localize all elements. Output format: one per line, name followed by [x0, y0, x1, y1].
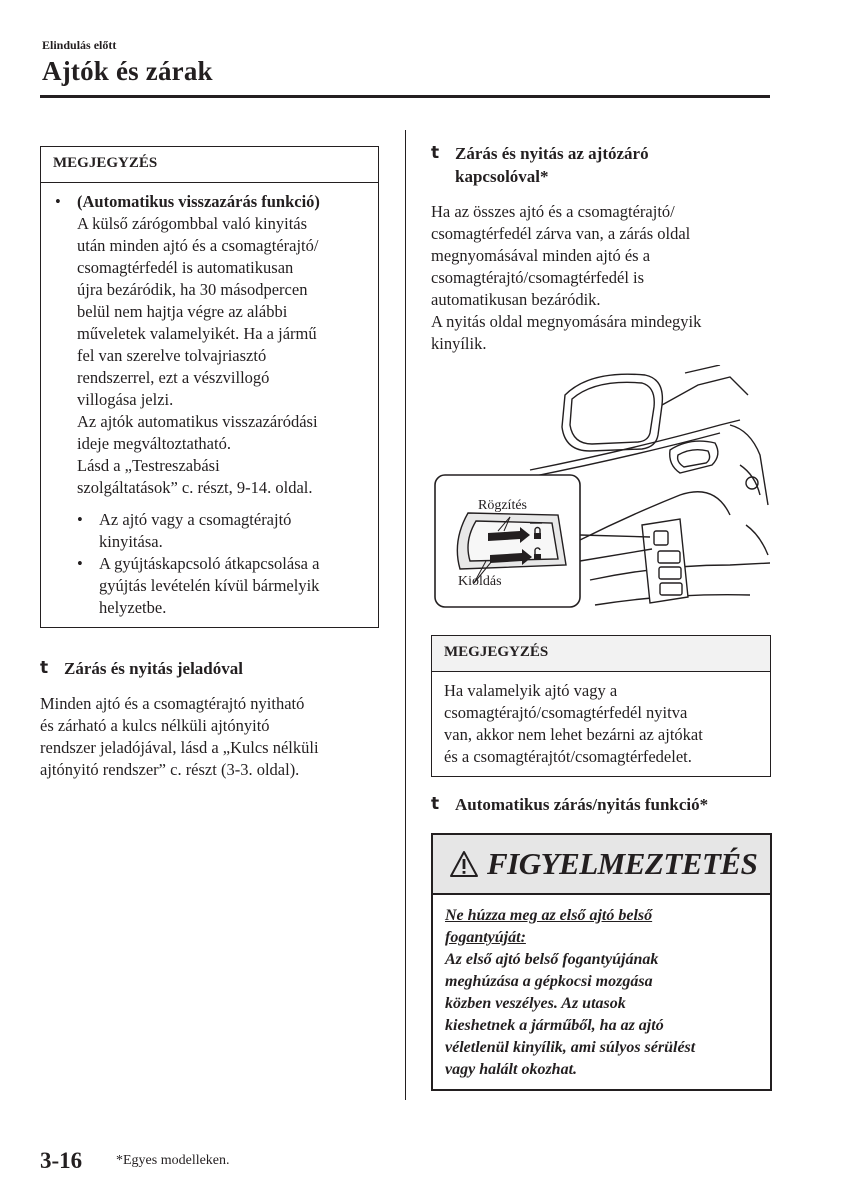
text-line: A külső zárógombbal való kinyitás: [77, 214, 308, 233]
section-heading-auto-lock: [431, 793, 708, 816]
text-line: kieshetnek a járműből, ha az ajtó: [445, 1017, 664, 1034]
text-line: csomagtérajtó/csomagtérfedél nyitva: [444, 703, 688, 722]
door-lock-switch-illustration: [430, 365, 770, 620]
bullet-dot-icon: •: [55, 192, 61, 211]
note-heading: MEGJEGYZÉS: [41, 147, 378, 183]
column-divider: [405, 130, 406, 1100]
text-line: Lásd a „Testreszabási: [77, 456, 220, 475]
paragraph-transmitter: [40, 693, 390, 781]
bullet-dot-icon: •: [77, 554, 83, 573]
text-line: rendszerrel, ezt a vészvillogó: [77, 368, 270, 387]
warning-header: [433, 835, 770, 895]
text-line: Az ajtók automatikus visszazáródási: [77, 412, 318, 431]
text-line: belül nem hajtja végre az alábbi: [77, 302, 288, 321]
text-line: csomagtérfedél is automatikusan: [77, 258, 294, 277]
bullet-item: [53, 191, 366, 509]
text-line: véletlenül kinyílik, ami súlyos sérülést: [445, 1039, 696, 1056]
text-line: ajtónyitó rendszer” c. részt (3-3. oldal).: [40, 760, 300, 779]
text-line: műveletek valamelyikét. Ha a jármű: [77, 324, 317, 343]
text-line: gyújtás levételén kívül bármelyik: [99, 576, 320, 595]
text-line: A nyitás oldal megnyomására mindegyik: [431, 312, 702, 331]
paragraph-door-switch: [431, 201, 771, 355]
heading-text: Zárás és nyitás az ajtózáró: [455, 144, 649, 163]
text-line: rendszer jeladójával, lásd a „Kulcs nélküli: [40, 738, 319, 757]
sub-bullet-item: [53, 553, 366, 619]
section-heading-door-switch: [431, 142, 649, 188]
page-number: 3-16: [40, 1148, 83, 1173]
warning-body: [433, 895, 770, 1091]
sub-bullet-item: [53, 509, 366, 553]
text-line: Ha az összes ajtó és a csomagtérajtó/: [431, 202, 675, 221]
warning-lead: Ne húzza meg az első ajtó belső: [445, 907, 653, 924]
section-marker-icon: t: [40, 658, 49, 678]
text-line: vagy halált okozhat.: [445, 1061, 578, 1078]
text-line: villogása jelzi.: [77, 390, 174, 409]
text-line: Ha valamelyik ajtó vagy a: [444, 681, 618, 700]
text-line: csomagtérfedél zárva van, a zárás oldal: [431, 224, 691, 243]
note-body: [41, 183, 378, 627]
text-line: szolgáltatások” c. részt, 9-14. oldal.: [77, 478, 313, 497]
note-body: [432, 672, 770, 776]
section-marker-icon: t: [431, 794, 440, 814]
heading-text: kapcsolóval*: [455, 167, 549, 186]
note-heading: MEGJEGYZÉS: [432, 636, 770, 672]
text-line: után minden ajtó és a csomagtérajtó/: [77, 236, 319, 255]
section-heading-transmitter: [40, 657, 243, 680]
note-box-open-door: [431, 635, 771, 777]
text-line: van, akkor nem lehet bezárni az ajtókat: [444, 725, 703, 744]
text-line: közben veszélyes. Az utasok: [445, 995, 626, 1012]
text-line: Az ajtó vagy a csomagtérajtó: [99, 510, 292, 529]
section-label: Elindulás előtt: [42, 38, 117, 52]
label-unlock: Kioldás: [458, 574, 502, 589]
warning-box: [431, 833, 772, 1091]
text-line: ideje megváltoztatható.: [77, 434, 231, 453]
text-line: újra bezáródik, ha 30 másodpercen: [77, 280, 308, 299]
text-line: csomagtérajtó/csomagtérfedél is: [431, 268, 645, 287]
page-title: Ajtók és zárak: [42, 56, 213, 86]
text-line: és zárható a kulcs nélküli ajtónyitó: [40, 716, 270, 735]
label-lock: Rögzítés: [478, 498, 527, 513]
text-line: megnyomásával minden ajtó és a: [431, 246, 651, 265]
text-line: A gyújtáskapcsoló átkapcsolása a: [99, 554, 320, 573]
text-line: kinyílik.: [431, 334, 487, 353]
note-box-auto-relock: [40, 146, 379, 628]
heading-text: Automatikus zárás/nyitás funkció*: [455, 795, 709, 814]
warning-triangle-icon: [449, 850, 479, 878]
text-line: és a csomagtérajtót/csomagtérfedelet.: [444, 747, 692, 766]
warning-lead: fogantyúját:: [445, 929, 526, 946]
text-line: helyzetbe.: [99, 598, 167, 617]
text-line: meghúzása a gépkocsi mozgása: [445, 973, 653, 990]
text-line: kinyitása.: [99, 532, 163, 551]
bullet-dot-icon: •: [77, 510, 83, 529]
footnote: *Egyes modelleken.: [116, 1153, 230, 1168]
text-line: fel van szerelve tolvajriasztó: [77, 346, 267, 365]
text-line: Az első ajtó belső fogantyújának: [445, 951, 659, 968]
title-rule: [40, 95, 770, 98]
text-line: Minden ajtó és a csomagtérajtó nyitható: [40, 694, 305, 713]
section-marker-icon: t: [431, 143, 440, 163]
bullet-title: (Automatikus visszazárás funkció): [77, 192, 320, 211]
warning-title: FIGYELMEZTETÉS: [487, 846, 758, 881]
text-line: automatikusan bezáródik.: [431, 290, 601, 309]
heading-text: Zárás és nyitás jeladóval: [64, 659, 243, 678]
